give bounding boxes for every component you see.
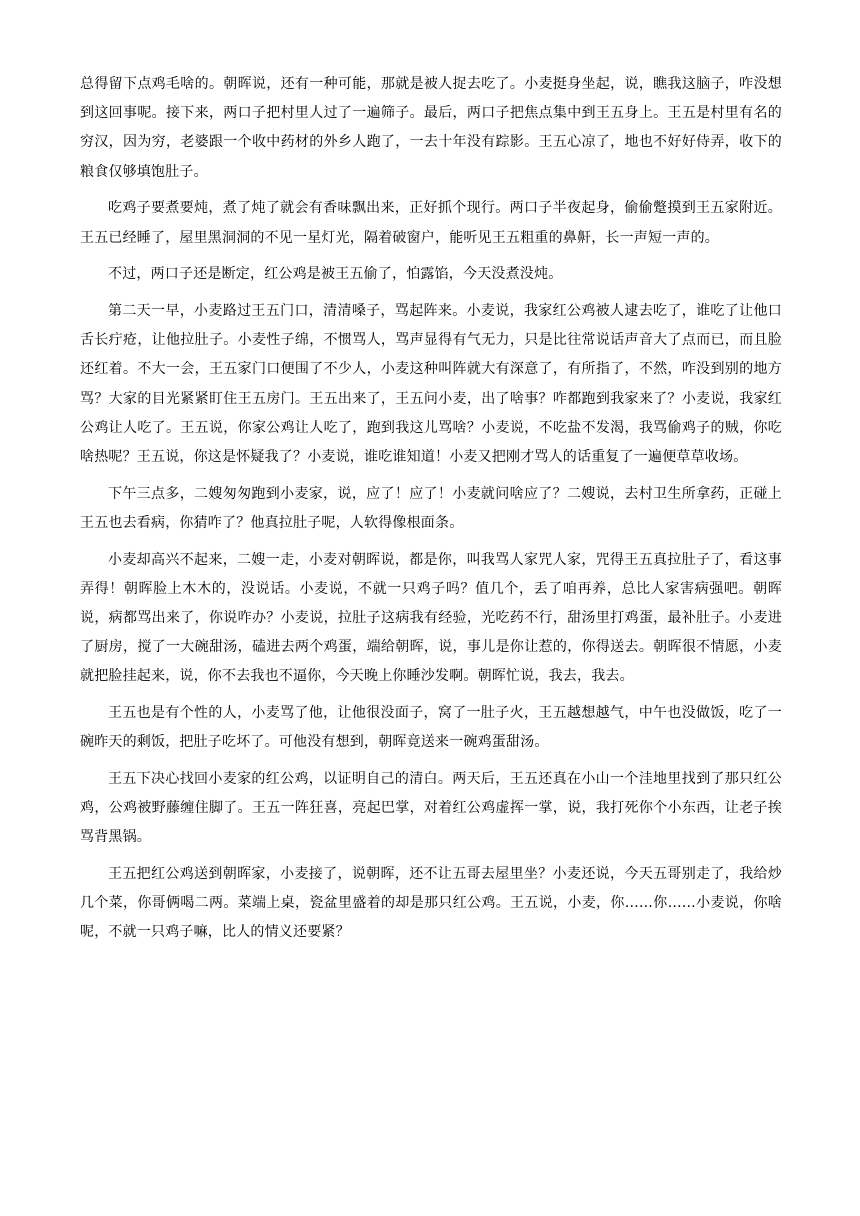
paragraph-7: 王五也是有个性的人，小麦骂了他，让他很没面子，窝了一肚子火，王五越想越气，中午也没做饭，吃了一碗昨天的剩饭，把肚子吃坏了。可他没有想到，朝晖竟送来一碗鸡蛋甜汤。 — [80, 705, 782, 751]
paragraph-1: 总得留下点鸡毛啥的。朝晖说，还有一种可能，那就是被人捉去吃了。小麦挺身坐起，说，瞧我这脑子，咋没想到这回事呢。接下来，两口子把村里人过了一遍筛子。最后，两口子把焦点集中到王五身上。王五是村里有名的穷汉，因为穷，老婆跟一个收中药材的外乡人跑了，一去十年没有踪影。王五心凉了，地也不好好侍弄，收下的粮食仅够填饱肚子。 — [80, 76, 782, 180]
paragraph-8: 王五下决心找回小麦家的红公鸡，以证明自己的清白。两天后，王五还真在小山一个洼地里找到了那只红公鸡，公鸡被野藤缠住脚了。王五一阵狂喜，亮起巴掌，对着红公鸡虚挥一掌，说，我打死你个小东西，让老子挨骂背黑锅。 — [80, 770, 782, 846]
document-body — [80, 70, 782, 955]
paragraph-6: 小麦却高兴不起来，二嫂一走，小麦对朝晖说，都是你，叫我骂人家咒人家，咒得王五真拉肚子了，看这事弄得！朝晖脸上木木的，没说话。小麦说，不就一只鸡子吗？值几个，丢了咱再养，总比人家害病强吧。朝晖说，病都骂出来了，你说咋办？小麦说，拉肚子这病我有经验，光吃药不行，甜汤里打鸡蛋，最补肚子。小麦进了厨房，搅了一大碗甜汤，磕进去两个鸡蛋，端给朝晖，说，事儿是你让惹的，你得送去。朝晖很不情愿，小麦就把脸挂起来，说，你不去我也不逼你，今天晚上你睡沙发啊。朝晖忙说，我去，我去。 — [80, 551, 782, 685]
paragraph-4: 第二天一早，小麦路过王五门口，清清嗓子，骂起阵来。小麦说，我家红公鸡被人逮去吃了，谁吃了让他口舌长疔疮，让他拉肚子。小麦性子绵，不惯骂人，骂声显得有气无力，只是比往常说话声音大了点而已，而且脸还红着。不大一会，王五家门口便围了不少人，小麦这种叫阵就大有深意了，有所指了，不然，咋没到别的地方骂？大家的目光紧紧盯住王五房门。王五出来了，王五问小麦，出了啥事？咋都跑到我家来了？小麦说，我家红公鸡让人吃了。王五说，你家公鸡让人吃了，跑到我这儿骂啥？小麦说，不吃盐不发渴，我骂偷鸡子的贼，你吃啥热呢？王五说，你这是怀疑我了？小麦说，谁吃谁知道！小麦又把刚才骂人的话重复了一遍便草草收场。 — [80, 302, 782, 465]
paragraph-3: 不过，两口子还是断定，红公鸡是被王五偷了，怕露馅，今天没煮没炖。 — [108, 266, 563, 283]
paragraph-9: 王五把红公鸡送到朝晖家，小麦接了，说朝晖，还不让五哥去屋里坐？小麦还说，今天五哥别走了，我给炒几个菜，你哥俩喝二两。菜端上桌，瓷盆里盛着的却是那只红公鸡。王五说，小麦，你……你……小麦说，你啥呢，不就一只鸡子嘛，比人的情义还要紧？ — [80, 866, 782, 941]
paragraph-2: 吃鸡子要煮要炖，煮了炖了就会有香味飘出来，正好抓个现行。两口子半夜起身，偷偷蹩摸到王五家附近。王五已经睡了，屋里黑洞洞的不见一星灯光，隔着破窗户，能听见王五粗重的鼻鼾，长一声短一声的。 — [80, 200, 782, 246]
paragraph-5: 下午三点多，二嫂匆匆跑到小麦家，说，应了！应了！小麦就问啥应了？二嫂说，去村卫生所拿药，正碰上王五也去看病，你猜咋了？他真拉肚子呢，人软得像根面条。 — [80, 485, 782, 531]
